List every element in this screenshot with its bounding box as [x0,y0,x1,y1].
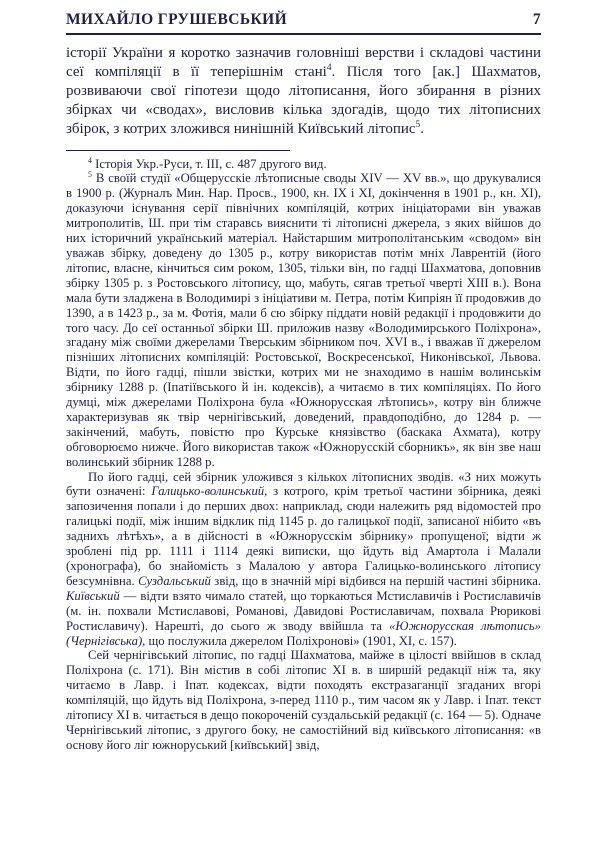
page-header [66,11,541,29]
page-number: 7 [532,11,541,28]
footnote-5-continued: По його гадці, сей збірник уложився з кількох літописних зводів. «З них можуть бути означені: Галицько-волинський, з котрого, крім третьої частини збірника, деякі запозичення попали і до перших двох: наприклад, сюди належить ряд відомостей про галицькі події, між іншим відклик під 1145 р. до галицької події, записаної нібито «въ заднихъ лѣтѣхъ», а в дійсності в «Южнорусскім збірнику» пропущеної; відти ж зроблені під рр. 1111 і 1114 деякі виписки, що йдуть від Амартола і Малали (хронографа), бо знайомість з Малалою у автора Галицько-волинського літопису безсумнівна. Суздальський звід, що в значній мірі відбився на першій частині збірника. Київський — відти взято чимало статей, що торкаються Мстиславичів і Ростиславичів (м. ін. похвали Мстиславові, Романові, Давидові Ростиславичам, похвала Рюрикові Ростиславичу). Нарешті, до сього ж зводу ввійшла та «Южнорусская лѣтопись» (Чернігівська), що послужила джерелом Поліхронові» (1901, XI, с. 157). [66,469,541,648]
header-rule [66,33,541,35]
footnotes [66,157,541,753]
footnote-separator [66,150,290,151]
footnote-5-continued-2: Сей чернігівський літопис, по гадці Шахматова, майже в цілості ввійшов в склад Поліхрона (с. 171). Він містив в собі літопис XI в. в ширшій редакції ніж та, яку читаємо в Лавр. і Іпат. кодексах, відти походять екстразаганції згаданих вгорі компіляцій, що йдуть від Поліхрона, з-перед 1110 р., тим часом як у Лавр. і Іпат. текст літопису XI в. читається в дещо покороченій суздальській редакції (с. 164 — 5). Одначе Чернігівський літопис, з другого боку, не самостійний від київського літописання: «в основу його ліг южноруський [київський] звід, [66,648,541,752]
body-text [66,44,541,139]
footnote-4: $^4$ Історія Укр.-Руси, т. III, с. 487 другого вид. [88,155,327,171]
running-title: МИХАЙЛО ГРУШЕВСЬКИЙ [66,11,288,28]
footnote-5: $^5$ В своїй студії «Общерусскіе лѣтописные своды XIV — XV вв.», що друкувалися в 1900 р. (Журналъ Мин. Нар. Просв., 1900, кн. IX і XI, докінчення в 1901 р., кн. XI), доказуючи існування серії північних компіляцій, котрих ініціаторами він уважав митрополитів, Ш. при тім старавсь вияснити ті літописні джерела, з яких війшов до них історичний український матеріал. Найстаршим митрополітанським «сводом» він уважав збірку, доведену до 1305 р., котру використав потім мніх Лаврентій (його літопис, власне, кінчиться сим роком, 1305, тільки він, по гадці Шахматова, доповнив збірку 1305 р. з Ростовського літопису, що, мабуть, сягав третьої чверті XIII в.). Вона мала бути зладжена в Володимирі з ініціативи м. Петра, потім Кипріян її продовжив до 1390, а в 1423 р., за м. Фотія, мали б сю збірку піддати новій редакції і продовжити до того часу. До сеї останньої збірки Ш. приложив назву «Володимирського Поліхрона», згадану між своїми джерелами Тверським збірником поч. XVI в., і вважав її джерелом пізніших літописних компіляцій: Ростовської, Воскресенської, Никонівської, Львова. Відти, по його гадці, пішли звістки, котрих ми не знаходимо в нашім волинськім збірнику 1288 р. (Іпатіївського й ін. кодексів), а читаємо в тих компіляціях. По його думці, між джерелами Поліхрона була «Южнорусская лѣтопись», котру він ближче характеризував як твір чернігівський, доведений, правдоподібно, до 1284 р. — закінчений, мабуть, повістю про Курське князівство (баскака Ахмата), котру обговорюємо нижче. Його використав також «Южнорусскій сборникъ», як він зве наш волинський збірник 1288 р. [66,170,541,469]
body-paragraph: історії України я коротко зазначив головніші верстви і складові частини сеї компіляції в її теперішнім стані$^4$. Після того [ак.] Шахматов, розвиваючи свої гіпотези щодо літописання, його збирання в різних збірках чи «сводах», висловив кілька здогадів, щодо тих літописних збірок, з котрих зложився нинішній Київський літопис$^5$. [66,45,541,137]
